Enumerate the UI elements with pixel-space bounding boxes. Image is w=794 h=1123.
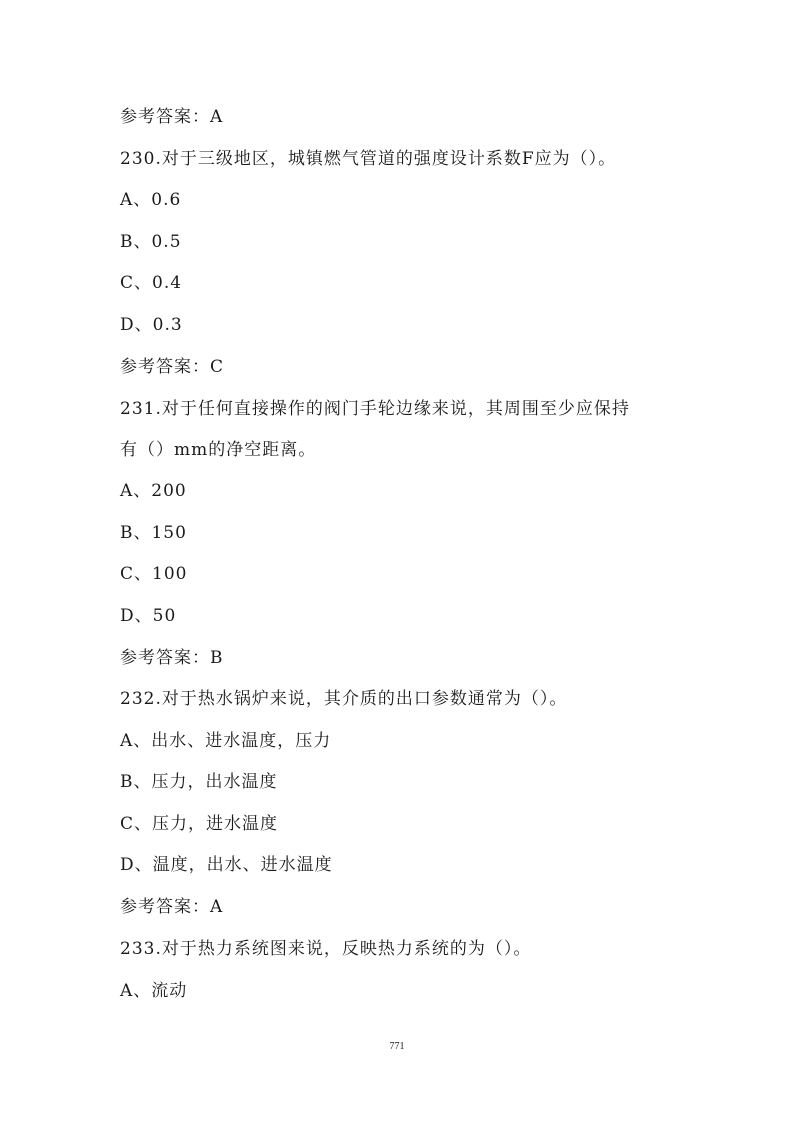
option-a: A、出水、进水温度，压力 [120, 731, 332, 751]
option-a: A、200 [120, 481, 187, 501]
option-d: D、温度，出水、进水温度 [120, 855, 333, 875]
question-231-continued: 有（）mm的净空距离。 [120, 440, 317, 460]
option-b: B、150 [120, 523, 187, 543]
answer-line: 参考答案：C [120, 357, 225, 377]
answer-line: 参考答案：B [120, 648, 224, 668]
option-c: C、100 [120, 564, 188, 584]
question-233: 233.对于热力系统图来说，反映热力系统的为（）。 [120, 939, 532, 959]
question-231: 231.对于任何直接操作的阀门手轮边缘来说，其周围至少应保持 [120, 399, 630, 419]
option-a: A、流动 [120, 981, 188, 1001]
option-a: A、0.6 [120, 190, 182, 210]
option-d: D、0.3 [120, 315, 183, 335]
question-232: 232.对于热水锅炉来说，其介质的出口参数通常为（）。 [120, 689, 568, 709]
option-b: B、0.5 [120, 232, 182, 252]
answer-line: 参考答案：A [120, 897, 224, 917]
answer-line: 参考答案：A [120, 107, 224, 127]
page-number: 771 [389, 1041, 405, 1052]
option-c: C、压力，进水温度 [120, 814, 279, 834]
question-230: 230.对于三级地区，城镇燃气管道的强度设计系数F应为（）。 [120, 149, 617, 169]
option-d: D、50 [120, 606, 177, 626]
option-c: C、0.4 [120, 273, 183, 293]
option-b: B、压力，出水温度 [120, 772, 278, 792]
